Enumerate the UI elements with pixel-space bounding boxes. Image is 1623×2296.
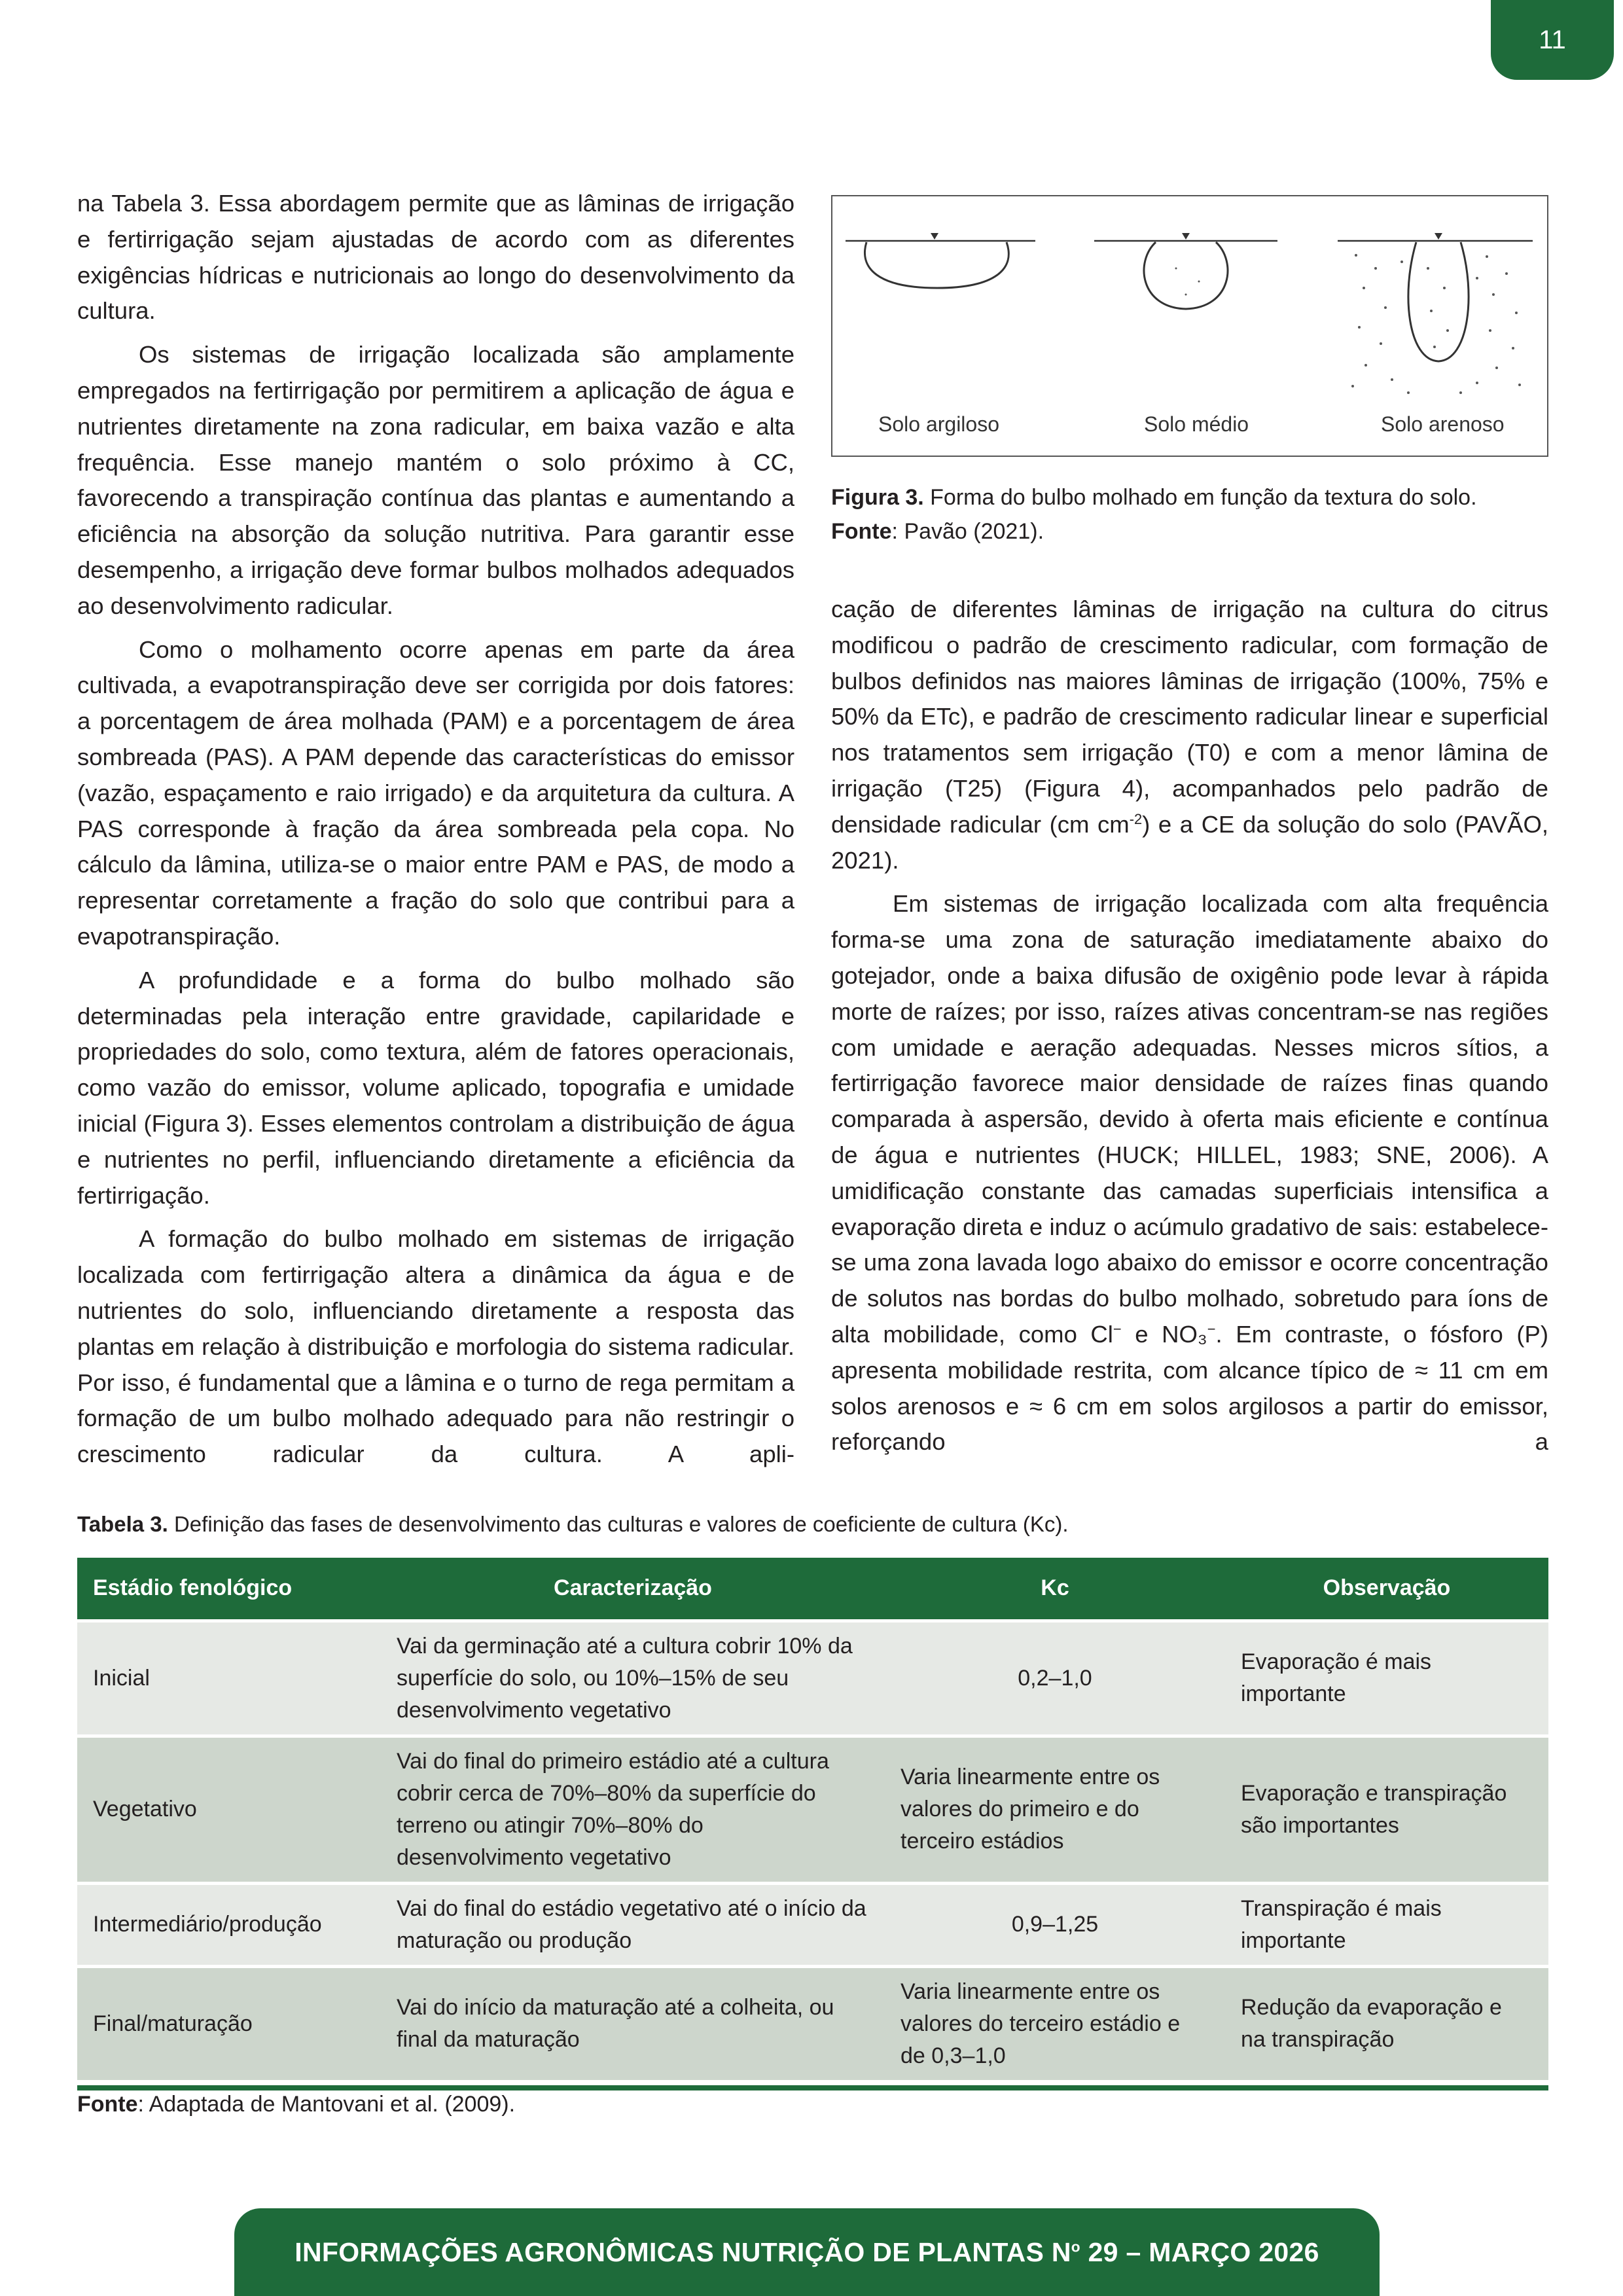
paragraph-text: e NO₃ xyxy=(1121,1320,1207,1348)
table-row xyxy=(77,1621,1548,1736)
table-caption-label: Tabela 3. xyxy=(77,1512,168,1536)
table-row xyxy=(77,1736,1548,1883)
cell-note: Evaporação é mais importante xyxy=(1225,1621,1548,1736)
cell-stage: Inicial xyxy=(77,1621,381,1736)
header-description: Caracterização xyxy=(381,1558,885,1621)
paragraph: Os sistemas de irrigação localizada são amplamente empregados na fertirrigação por permitirem a aplicação de água e nutrientes diretamente na zona radicular, em baixa vazão e alta frequência. Esse manejo mantém o solo próximo à CC, favorecendo a transpiração contínua das plantas e aumentando a eficiência na absorção da solução nutritiva. Para garantir esse desempenho, a irrigação deve formar bulbos molhados adequados ao desenvolvimento radicular. xyxy=(77,341,794,619)
footer-text-part: 29 – MARÇO 2026 xyxy=(1080,2236,1319,2267)
paragraph xyxy=(831,886,1548,1460)
cell-stage: Vegetativo xyxy=(77,1736,381,1883)
page-number-badge xyxy=(1491,0,1614,80)
page-number: 11 xyxy=(1539,25,1566,54)
superscript: − xyxy=(1207,1320,1216,1337)
paragraph: A profundidade e a forma do bulbo molhado são determinadas pela interação entre gravidade, capilaridade e propriedades do solo, como textura, além de fatores operacionais, como vazão do emissor, volume aplicado, topografia e umidade inicial (Figura 3). Esses elementos controlam a distribuição de água e nutrientes no perfil, influenciando diretamente a eficiência da fertirrigação. xyxy=(77,966,794,1209)
cell-kc: Varia linearmente entre os valores do primeiro e do terceiro estádios xyxy=(885,1736,1225,1883)
paragraph-text: ) e a CE da solução do solo (PAVÃO, 2021). xyxy=(831,810,1548,874)
figure-caption-label: Figura 3. xyxy=(831,485,924,510)
paragraph: A formação do bulbo molhado em sistemas de irrigação localizada com fertirrigação altera a dinâmica da água e de nutrientes do solo, influenciando diretamente a resposta das plantas em relação à distribuição e morfologia do sistema radicular. Por isso, é fundamental que a lâmina e o turno de rega permitam a formação de um bulbo molhado adequado para não restringir o crescimento radicular da cultura. A apli- xyxy=(77,1225,794,1468)
footer-text-part: INFORMAÇÕES AGRONÔMICAS NUTRIÇÃO DE PLANTAS N xyxy=(294,2236,1071,2267)
table-row xyxy=(77,1966,1548,2080)
paragraph-text: cação de diferentes lâminas de irrigação na cultura do citrus modificou o padrão de crescimento radicular, com formação de bulbos definidos nas maiores lâminas de irrigação (100%, 75% e 50% da ETc), e padrão de crescimento radicular linear e superficial nos tratamentos sem irrigação (T0) e com a menor lâmina de irrigação (T25) (Figura 4), acompanhados pelo padrão de densidade radicular (cm cm xyxy=(831,596,1548,838)
header-stage: Estádio fenológico xyxy=(77,1558,381,1621)
right-column xyxy=(831,592,1548,1468)
table-row xyxy=(77,1883,1548,1966)
table-source-text: : Adaptada de Mantovani et al. (2009). xyxy=(137,2092,516,2117)
cell-kc: 0,2–1,0 xyxy=(885,1621,1225,1736)
cell-kc: Varia linearmente entre os valores do terceiro estádio e de 0,3–1,0 xyxy=(885,1966,1225,2080)
figure-caption xyxy=(831,480,1548,548)
cell-note: Redução da evaporação e na transpiração xyxy=(1225,1966,1548,2080)
cell-kc: 0,9–1,25 xyxy=(885,1883,1225,1966)
table-source xyxy=(77,2092,515,2117)
paragraph-text: Em sistemas de irrigação localizada com alta frequência forma-se uma zona de saturação imediatamente abaixo do gotejador, onde a baixa difusão de oxigênio pode levar à rápida morte de raízes; por isso, raízes ativas concentram-se nas regiões com umidade e aeração adequadas. Nesses micros sítios, a fertirrigação favorece maior densidade de raízes finas quando comparada à aspersão, devido à oferta mais eficiente e contínua de água e nutrientes (HUCK; HILLEL, 1983; SNE, 2006). A umidificação constante das camadas superficiais intensifica a evaporação direta e induz o acúmulo gradativo de sais: estabelece-se uma zona lavada logo abaixo do emissor e ocorre concentração de solutos nas bordas do bulbo molhado, sobretudo para íons de alta mobilidade, como Cl xyxy=(831,890,1548,1348)
table-source-label: Fonte xyxy=(77,2092,138,2117)
cell-note: Transpiração é mais importante xyxy=(1225,1883,1548,1966)
header-kc: Kc xyxy=(885,1558,1225,1621)
table-caption-text: Definição das fases de desenvolvimento das culturas e valores de coeficiente de cultura (Kc). xyxy=(168,1512,1069,1536)
paragraph: na Tabela 3. Essa abordagem permite que as lâminas de irrigação e fertirrigação sejam ajustadas de acordo com as diferentes exigências hídricas e nutricionais ao longo do desenvolvimento da cultura. xyxy=(77,190,794,325)
footer-superscript: o xyxy=(1071,2238,1080,2255)
label-sandy-soil: Solo arenoso xyxy=(1381,412,1505,436)
header-note: Observação xyxy=(1225,1558,1548,1621)
figure-source-text: : Pavão (2021). xyxy=(891,519,1044,544)
cell-description: Vai da germinação até a cultura cobrir 10% da superfície do solo, ou 10%–15% de seu desenvolvimento vegetativo xyxy=(381,1621,885,1736)
cell-stage: Intermediário/produção xyxy=(77,1883,381,1966)
figure-source-label: Fonte xyxy=(831,519,892,544)
cell-description: Vai do final do estádio vegetativo até o início da maturação ou produção xyxy=(381,1883,885,1966)
table-bottom-rule xyxy=(77,2085,1548,2090)
superscript: − xyxy=(1113,1320,1122,1337)
figure-3-wetted-bulb-diagram xyxy=(831,195,1548,457)
table-caption xyxy=(77,1512,1069,1537)
cell-description: Vai do final do primeiro estádio até a cultura cobrir cerca de 70%–80% da superfície do terreno ou atingir 70%–80% do desenvolvimento vegetativo xyxy=(381,1736,885,1883)
paragraph xyxy=(831,592,1548,878)
cell-stage: Final/maturação xyxy=(77,1966,381,2080)
footer-text xyxy=(294,2237,1319,2268)
left-column xyxy=(77,186,794,1480)
paragraph: Como o molhamento ocorre apenas em parte da área cultivada, a evapotranspiração deve ser corrigida por dois fatores: a porcentagem de área molhada (PAM) e a porcentagem de área sombreada (PAS). A PAM depende das características do emissor (vazão, espaçamento e raio irrigado) e da arquitetura da cultura. A PAS corresponde à fração da área sombreada pela copa. No cálculo da lâmina, utiliza-se o maior entre PAM e PAS, de modo a representar corretamente a fração do solo que contribui para a evapotranspiração. xyxy=(77,636,794,950)
superscript: -2 xyxy=(1129,810,1143,827)
label-medium-soil: Solo médio xyxy=(1144,412,1249,436)
cell-note: Evaporação e transpiração são importantes xyxy=(1225,1736,1548,1883)
paragraph-text: . Em contraste, o fósforo (P) apresenta mobilidade restrita, com alcance típico de ≈ 11 cm em solos arenosos e ≈ 6 cm em solos argilosos a partir do emissor, reforçando a xyxy=(831,1320,1548,1456)
table-3 xyxy=(77,1558,1548,2090)
footer-banner xyxy=(234,2208,1380,2296)
cell-description: Vai do início da maturação até a colheita, ou final da maturação xyxy=(381,1966,885,2080)
label-clay-soil: Solo argiloso xyxy=(878,412,999,436)
table-header-row xyxy=(77,1558,1548,1621)
figure-caption-text: Forma do bulbo molhado em função da textura do solo. xyxy=(923,485,1477,510)
